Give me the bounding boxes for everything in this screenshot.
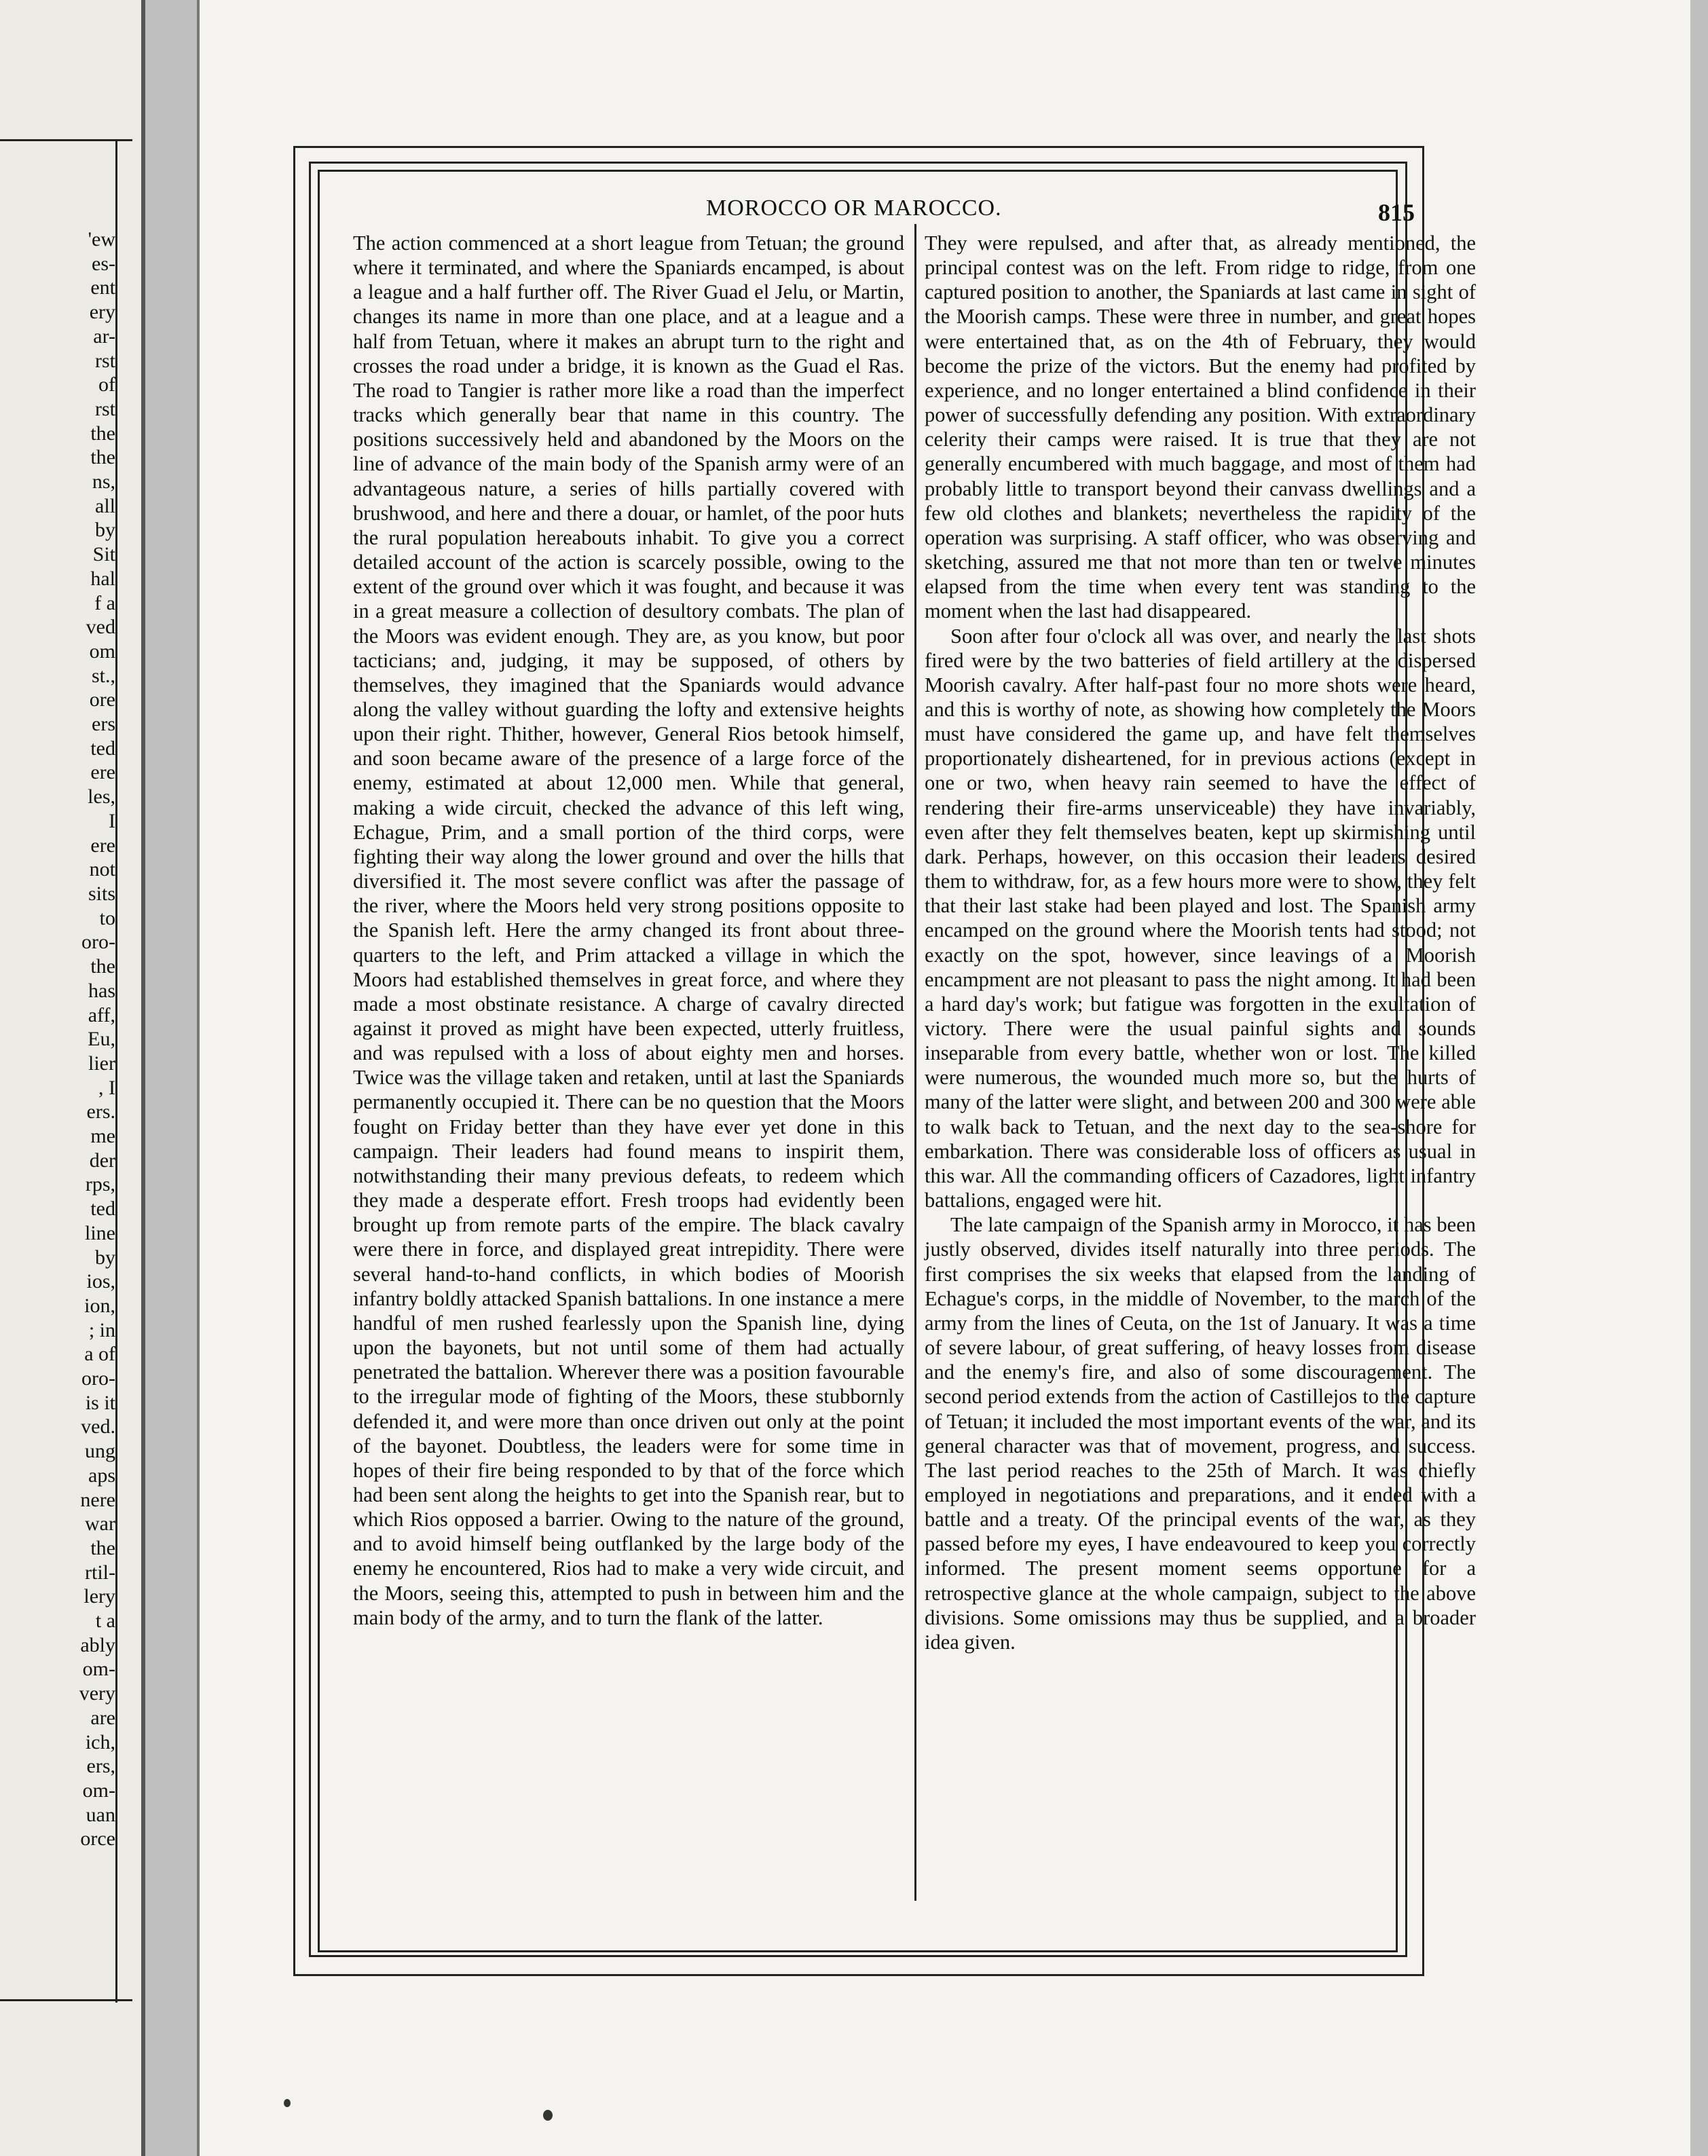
facing-page-fragment-line: om — [89, 639, 115, 663]
facing-page-fragment-line: les, — [88, 785, 115, 809]
column-divider — [914, 224, 916, 1901]
facing-page-fragment-line: lier — [88, 1052, 115, 1075]
facing-page-fragment-line: rps, — [85, 1173, 115, 1196]
facing-page-fragment-line: ent — [90, 276, 115, 299]
facing-page-fragment-line: me — [90, 1125, 115, 1148]
page-frame-rule — [309, 162, 311, 1957]
facing-page-border — [115, 139, 117, 2003]
facing-page-fragment-line: by — [95, 1246, 115, 1269]
facing-page-fragment-line: rtil- — [85, 1561, 115, 1584]
facing-page-fragment-line: a of — [84, 1343, 115, 1366]
facing-page-fragment-line: very — [79, 1682, 115, 1705]
facing-page-fragment-line: Sit — [92, 543, 115, 566]
facing-page-fragment-line: ore — [89, 688, 115, 711]
facing-page-fragment-line: , I — [98, 1076, 115, 1099]
facing-page-fragment-line: nere — [80, 1488, 115, 1511]
facing-page-fragment-line: ios, — [86, 1270, 115, 1293]
facing-page-fragment-line: lery — [83, 1585, 115, 1608]
facing-page-fragment-line: es- — [92, 252, 115, 275]
page-frame-rule — [309, 1955, 1407, 1957]
facing-page-fragment-line: are — [90, 1706, 115, 1729]
text-column-left — [353, 231, 904, 1630]
paragraph: The action commenced at a short league from Tetuan; the ground where it terminated, and where the Spaniards encamped, is about a league and a half further off. The River Guad el Jelu, or Martin, changes its name in more than one place, and at a league and a half from Tetuan, where it makes an abrupt turn to the right and crosses the road under a bridge, it is known as the Guad el Ras. The road to Tangier is rather more like a road than the imperfect tracks which generally bear that name in this country. The positions successively held and abandoned by the Moors on the line of advance of the main body of the Spanish army were of an advantageous nature, a series of hills partially covered with brushwood, and here and there a douar, or hamlet, of the poor huts the rural population hereabouts inhabit. To give you a correct detailed account of the action is scarcely possible, owing to the extent of the ground over which it was fought, and because it was in a great measure a collection of desultory combats. The plan of the Moors was evident enough. They are, as you know, but poor tacticians; and, judging, it may be supposed, of others by themselves, they imagined that the Spaniards would advance along the valley without guarding the lofty and extensive heights upon their right. Thither, however, General Rios betook himself, and soon became aware of the presence of a large force of the enemy, estimated at about 12,000 men. While that general, making a wide circuit, checked the advance of this left wing, Echague, Prim, and a small portion of the third corps, were fighting their way along the lower ground and over the hills that diversified it. The most severe conflict was after the passage of the river, where the Moors held very strong positions opposite to the Spanish left. Here the army changed its front about three-quarters to the left, and Prim attacked a village in which the Moors had established themselves in great force, and where they made a most obstinate resistance. A charge of cavalry directed against it proved as might have been expected, utterly fruitless, and was repulsed with a loss of about eighty men and horses. Twice was the village taken and retaken, until at last the Spaniards permanently occupied it. There can be no question that the Moors fought on Friday better than they have ever yet done in this campaign. Their leaders had found means to inspirit them, notwithstanding their many previous defeats, to redeem which they made a desperate effort. Fresh troops had evidently been brought up from remote parts of the empire. The black cavalry were there in force, and displayed great intrepidity. There were several hand-to-hand conflicts, in which bodies of Moorish infantry boldly attacked Spanish battalions. In one instance a mere handful of men rushed fearlessly upon the Spanish line, dying upon the bayonets, but not until some of them had actually penetrated the battalion. Wherever there was a position favourable to the irregular mode of fighting of the Moors, these stubbornly defended it, and were more than once driven out only at the point of the bayonet. Doubtless, the leaders were for some time in hopes of their fire being responded to by that of the force which had been sent along the heights to get into the Spanish rear, but to which Rios opposed a barrier. Owing to the nature of the ground, and to avoid himself being outflanked by the large body of the enemy he encountered, Rios had to make a very wide circuit, and the Moors, seeing this, attempted to push in between him and the main body of the army, and to turn the flank of the latter. — [353, 231, 904, 1629]
facing-page-fragment-line: f a — [94, 591, 115, 614]
ink-speck — [543, 2110, 553, 2121]
facing-page-fragment-line: ere — [90, 761, 115, 784]
facing-page-text-fragments — [0, 227, 115, 1851]
facing-page-fragment-line: om- — [82, 1658, 115, 1681]
facing-page-fragment-line: ung — [85, 1440, 115, 1463]
facing-page-fragment-line: ved — [86, 616, 115, 639]
facing-page-top-rule — [0, 139, 132, 141]
facing-page-fragment-line: the — [90, 446, 115, 469]
facing-page-fragment-line: Eu, — [88, 1028, 115, 1051]
paragraph: They were repulsed, and after that, as already mentioned, the principal contest was on the left. From ridge to ridge, from one captured position to another, the Spaniards at last came in sight of the Moorish camps. These were three in number, and great hopes were entertained that, as on the 4th of February, they would become the prize of the victors. But the enemy had profited by experience, and no longer entertained a blind confidence in their power of successfully defending any position. With extraordinary celerity their camps were raised. It is true that they are not generally encumbered with much baggage, and most of them had probably little to transport beyond their canvass dwellings and a few old clothes and blankets; nevertheless the rapidity of the operation was surprising. A staff officer, who was observing and sketching, assured me that not more than ten or twelve minutes elapsed from the time when every tent was standing to the moment when the last had disappeared. — [925, 231, 1476, 623]
facing-page-fragment-line: ted — [90, 1197, 115, 1221]
facing-page-fragment-line: aps — [88, 1464, 115, 1487]
text-column-right — [925, 231, 1476, 1654]
facing-page-fragment-line: ers. — [86, 1100, 115, 1123]
facing-page-fragment-line: of — [98, 373, 115, 396]
facing-page-fragment — [0, 0, 145, 2156]
facing-page-fragment-line: ion, — [84, 1294, 115, 1317]
facing-page-fragment-line: hal — [90, 567, 115, 590]
facing-page-fragment-line: by — [95, 519, 115, 542]
facing-page-fragment-line: ers — [92, 713, 115, 736]
facing-page-fragment-line: rst — [95, 397, 115, 420]
facing-page-fragment-line: der — [89, 1149, 115, 1172]
facing-page-fragment-line: oro- — [81, 931, 115, 954]
facing-page-fragment-line: t a — [95, 1610, 115, 1633]
paragraph: Soon after four o'clock all was over, and nearly the last shots fired were by the two batteries of field artillery at the dispersed Moorish cavalry. After half-past four no more shots were heard, and this is worthy of note, as showing how completely the Moors must have considered the game up, and have felt themselves proportionately disheartened, for in previous actions (except in one or two, when heavy rain seemed to have the effect of rendering their fire-arms unserviceable) they have invariably, even after they felt themselves beaten, kept up skirmishing until dark. Perhaps, however, on this occasion their leaders desired them to withdraw, for, as a few hours more were to show, they felt that their last stake had been played and lost. The Spanish army encamped on the ground where the Moorish tents had stood; not exactly on the spot, however, since leavings of a Moorish encampment are not pleasant to pass the night among. It had been a hard day's work; but fatigue was forgotten in the exultation of victory. There were the usual painful sights and sounds inseparable from every battle, whether won or lost. The killed were numerous, the wounded much more so, but the hurts of many of the latter were slight, and between 200 and 300 were able to walk back to Tetuan, and the next day to the sea-shore for embarkation. There was considerable loss of officers as usual in this war. All the commanding officers of Cazadores, light infantry battalions, engaged were hit. — [925, 624, 1476, 1212]
facing-page-fragment-line: ers, — [86, 1755, 115, 1778]
facing-page-fragment-line: ar- — [93, 324, 115, 348]
facing-page-fragment-line: rst — [95, 349, 115, 372]
running-head: MOROCCO OR MAROCCO. — [706, 196, 1002, 221]
facing-page-fragment-line: ere — [90, 834, 115, 857]
facing-page-fragment-line: st., — [91, 664, 115, 687]
facing-page-fragment-line: not — [89, 858, 115, 881]
facing-page-fragment-line: to — [99, 906, 115, 929]
facing-page-fragment-line: ich, — [85, 1730, 115, 1753]
facing-page-fragment-line: 'ew — [88, 228, 115, 250]
page-frame-rule — [309, 162, 1407, 164]
facing-page-fragment-line: I — [109, 809, 115, 832]
facing-page-fragment-line: war — [85, 1512, 115, 1536]
facing-page-fragment-line: sits — [88, 882, 115, 905]
facing-page-fragment-line: ved. — [81, 1415, 115, 1438]
facing-page-fragment-line: ns, — [92, 470, 115, 494]
facing-page-fragment-line: om- — [82, 1779, 115, 1802]
facing-page-fragment-line: oro- — [81, 1367, 115, 1390]
facing-page-fragment-line: the — [90, 1536, 115, 1559]
facing-page-fragment-line: ; in — [88, 1318, 115, 1341]
facing-page-fragment-line: has — [88, 979, 115, 1002]
facing-page-fragment-line: uan — [86, 1803, 115, 1826]
facing-page-fragment-line: all — [95, 494, 115, 517]
facing-page-fragment-line: aff, — [88, 1003, 115, 1026]
facing-page-fragment-line: ery — [89, 301, 115, 324]
facing-page-fragment-line: the — [90, 955, 115, 978]
facing-page-fragment-line: ted — [90, 737, 115, 760]
facing-page-fragment-line: is it — [85, 1391, 115, 1414]
facing-page-fragment-line: line — [85, 1221, 115, 1244]
facing-page-fragment-line: ably — [80, 1633, 115, 1656]
paragraph: The late campaign of the Spanish army in Morocco, it has been justly observed, divides itself naturally into three periods. The first comprises the six weeks that elapsed from the landing of Echague's corps, in the middle of November, to the march of the army from the lines of Ceuta, on the 1st of January. It was a time of severe labour, of great suffering, of heavy losses from disease and the enemy's fire, and also of some discouragement. The second period extends from the action of Castillejos to the capture of Tetuan; it included the most important events of the war, and its general character was that of movement, progress, and success. The last period reaches to the 25th of March. It was chiefly employed in negotiations and preparations, and it ended with a battle and a treaty. Of the principal events of the war, as they passed before my eyes, I have endeavoured to keep you correctly informed. The present moment seems opportune for a retrospective glance at the whole campaign, subject to the above divisions. Some omissions may thus be supplied, and a broader idea given. — [925, 1213, 1476, 1654]
ink-speck — [284, 2099, 291, 2107]
page-number: 815 — [1378, 199, 1415, 226]
facing-page-fragment-line: orce — [80, 1827, 115, 1851]
facing-page-fragment-line: the — [90, 422, 115, 445]
facing-page-bottom-rule — [0, 1999, 132, 2001]
